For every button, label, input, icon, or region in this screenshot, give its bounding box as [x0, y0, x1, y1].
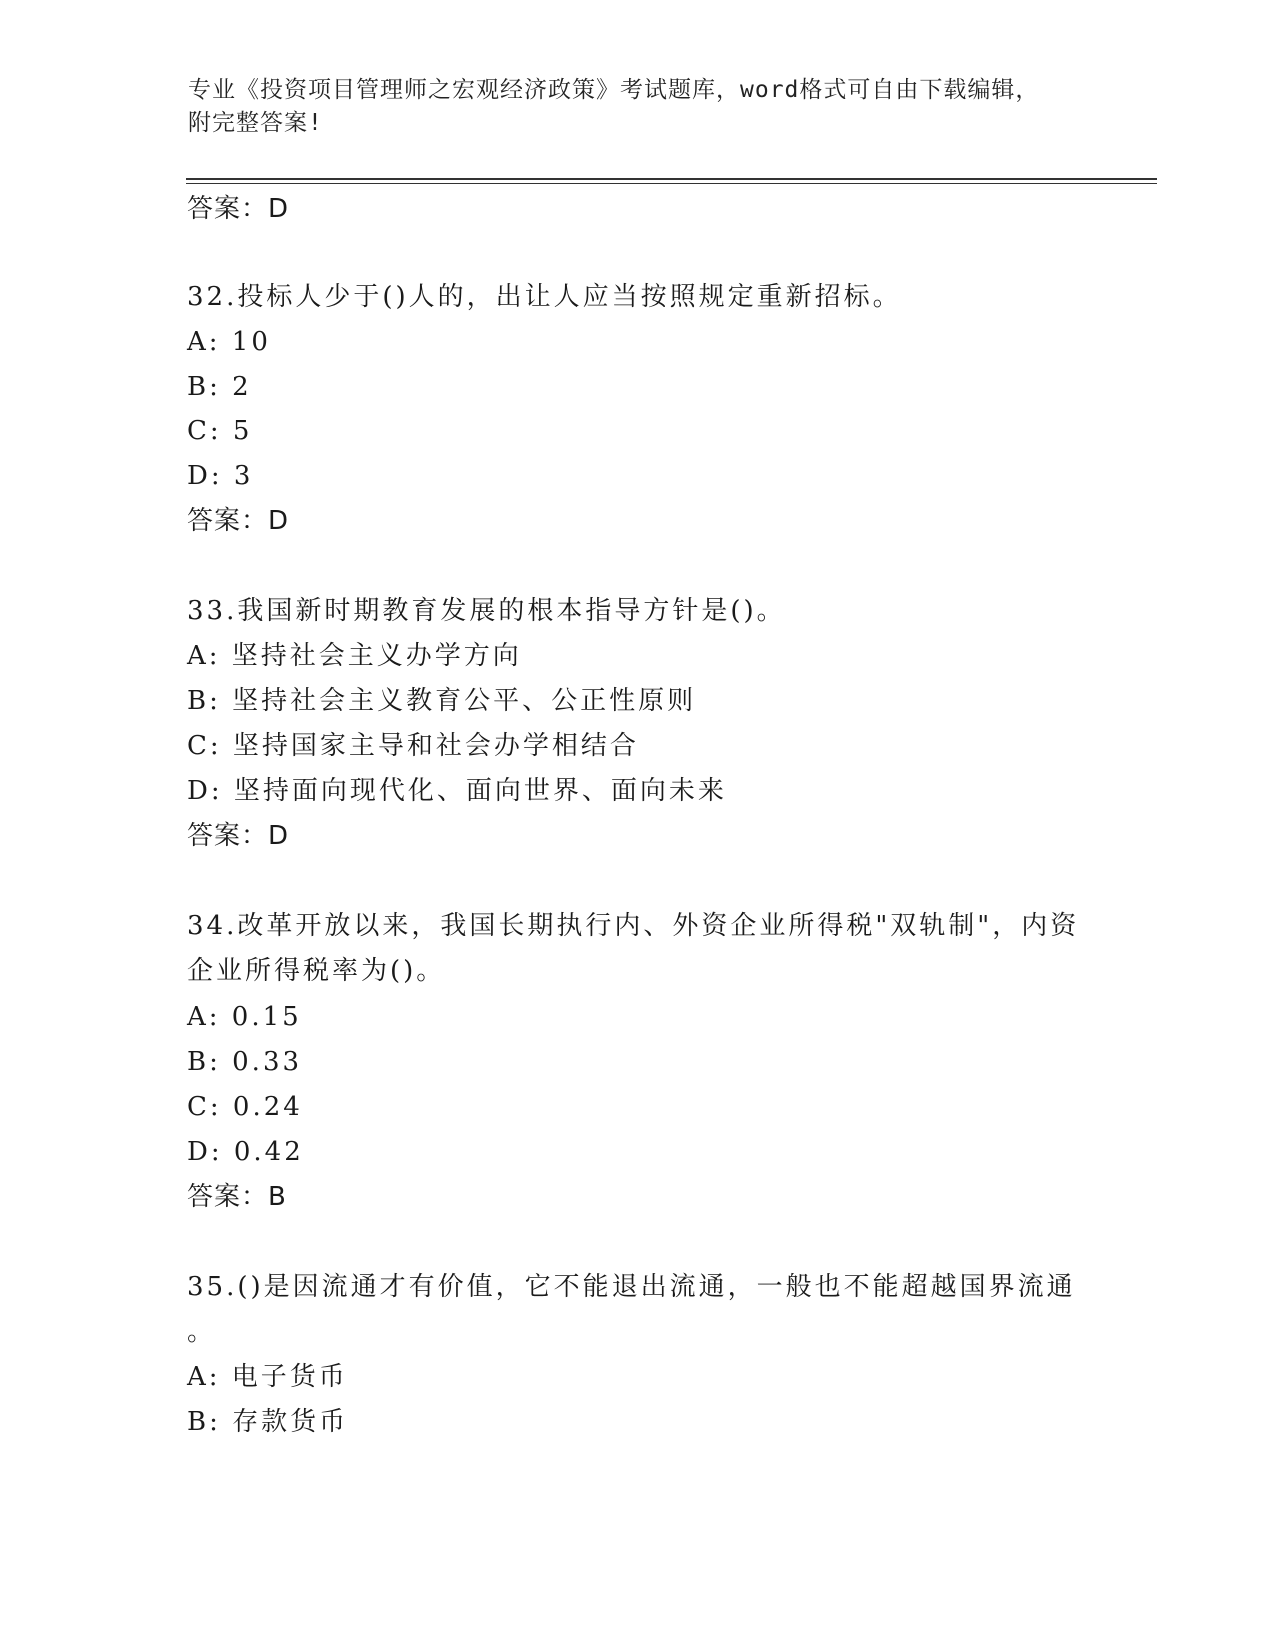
question-32-option-d: D: 3 [187, 461, 254, 491]
question-33-option-d: D: 坚持面向现代化、面向世界、面向未来 [187, 776, 727, 806]
question-35-stem-line-1: 35.()是因流通才有价值，它不能退出流通，一般也不能超越国界流通 [187, 1272, 1076, 1302]
question-32-option-a: A: 10 [187, 327, 271, 357]
question-35-option-b: B: 存款货币 [187, 1407, 349, 1437]
question-32-stem: 32.投标人少于()人的，出让人应当按照规定重新招标。 [187, 282, 902, 312]
question-35-option-a: A: 电子货币 [187, 1362, 348, 1392]
question-34-option-c: C: 0.24 [187, 1092, 303, 1122]
question-34-option-b: B: 0.33 [187, 1047, 303, 1077]
question-32-option-b: B: 2 [187, 372, 252, 402]
question-34-option-d: D: 0.42 [187, 1137, 304, 1167]
document-header [188, 74, 1088, 140]
question-34-answer: 答案：B [187, 1182, 287, 1212]
question-33-option-a: A: 坚持社会主义办学方向 [187, 641, 522, 671]
question-32-answer: 答案：D [187, 506, 290, 536]
header-line-2: 附完整答案! [188, 110, 323, 136]
header-line-1: 专业《投资项目管理师之宏观经济政策》考试题库，word格式可自由下载编辑， [188, 77, 1040, 103]
question-33-stem: 33.我国新时期教育发展的根本指导方针是()。 [187, 596, 786, 626]
question-34-stem-line-1: 34.改革开放以来，我国长期执行内、外资企业所得税"双轨制"，内资 [187, 911, 1080, 941]
question-33-answer: 答案：D [187, 821, 290, 851]
question-34-stem-line-2: 企业所得税率为()。 [187, 956, 446, 986]
question-34-option-a: A: 0.15 [187, 1002, 302, 1032]
answer-prev: 答案：D [187, 194, 290, 224]
question-32-option-c: C: 5 [187, 416, 253, 446]
header-rule-thick [186, 178, 1157, 180]
question-33-option-c: C: 坚持国家主导和社会办学相结合 [187, 731, 639, 761]
question-33-option-b: B: 坚持社会主义教育公平、公正性原则 [187, 686, 697, 716]
question-35-stem-line-2: 。 [187, 1317, 217, 1347]
header-rule-thin [186, 183, 1157, 184]
